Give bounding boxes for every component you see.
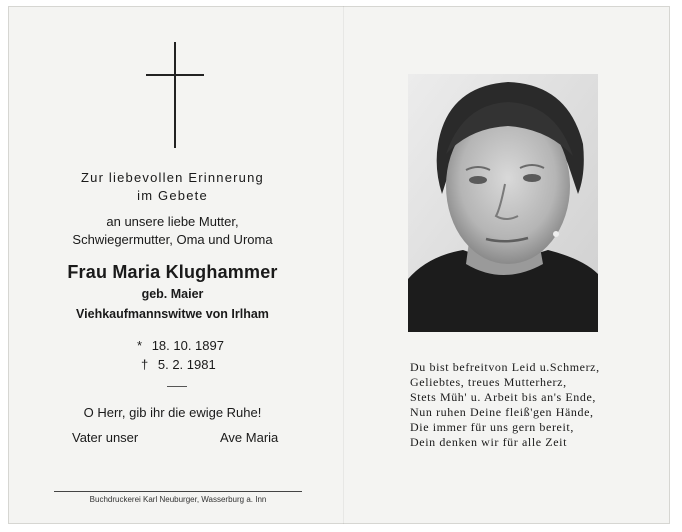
death-date-line (141, 357, 216, 372)
dedication-line-2: Schwiegermutter, Oma und Uroma (72, 232, 273, 247)
divider (167, 386, 187, 387)
death-date: 5. 2. 1981 (157, 357, 216, 372)
prayer-line: O Herr, gib ihr die ewige Ruhe! (83, 405, 262, 420)
card-fold (343, 6, 344, 524)
poem-line: Dein denken wir für alle Zeit (410, 435, 568, 449)
deceased-name: Frau Maria Klughammer (67, 262, 278, 282)
poem-line: Nun ruhen Deine fleiß'gen Hände, (410, 405, 594, 419)
printer-divider (54, 491, 302, 492)
death-symbol: † (141, 357, 149, 372)
portrait-photo (408, 74, 598, 332)
dedication-line-1: an unsere liebe Mutter, (106, 214, 239, 229)
birth-symbol: * (137, 338, 143, 353)
birth-date-line (137, 338, 224, 353)
poem-line: Die immer für uns gern bereit, (410, 420, 574, 434)
birth-date: 18. 10. 1897 (151, 338, 224, 353)
poem-line: Stets Müh' u. Arbeit bis an's Ende, (410, 390, 596, 404)
occupation-title: Viehkaufmannswitwe von Irlham (76, 307, 269, 321)
printer-credit: Buchdruckerei Karl Neuburger, Wasserburg a. Inn (89, 495, 267, 504)
poem (410, 360, 600, 450)
intro-line-1: Zur liebevollen Erinnerung (81, 170, 264, 185)
poem-line: Du bist befreitvon Leid u.Schmerz, (410, 360, 600, 374)
maiden-name: geb. Maier (141, 287, 204, 301)
prayer-vater-unser: Vater unser (72, 430, 139, 445)
cross-icon (146, 42, 204, 150)
prayer-ave-maria: Ave Maria (220, 430, 279, 445)
intro-line-2: im Gebete (137, 188, 208, 203)
poem-line: Geliebtes, treues Mutterherz, (410, 375, 567, 389)
